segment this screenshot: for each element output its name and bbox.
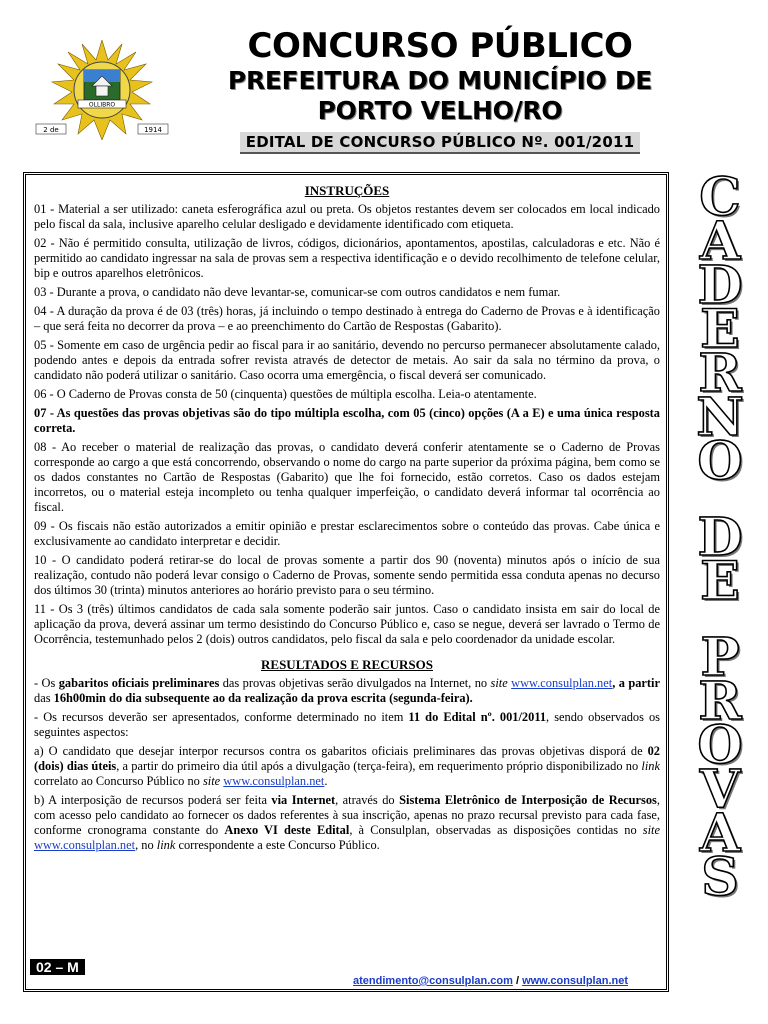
instruction-item-04: 04 - A duração da prova é de 03 (três) horas, já incluindo o tempo destinado à entrega do Caderno de Provas e à identificação – que será feita no decorrer da prova – e ao preenchimento do Cartão de Respostas (Gabarito).: [34, 304, 660, 333]
text-run: via Internet: [271, 793, 336, 807]
results-paragraph-3: [34, 744, 660, 789]
instruction-item-10: 10 - O candidato poderá retirar-se do local de provas somente a partir dos 90 (noventa) minutos após o início de sua realização, contudo não poderá levar consigo o Caderno de Provas, somente sendo permitida essa conduta apenas no decurso dos últimos 30 (trinta) minutos anteriores ao horário previsto para o seu término.: [34, 553, 660, 597]
text-run: 02 (dois) dias úteis: [34, 744, 660, 773]
vertical-letter: A: [699, 211, 741, 272]
seal-year-left: 2 de: [43, 126, 59, 134]
header: [180, 26, 700, 154]
instruction-item-11: 11 - Os 3 (três) últimos candidatos de cada sala somente poderão sair juntos. Caso o candidato insista em sair do local de aplicação da prova, deverá assinar um termo desistindo do Concurso Público e, caso se negue, deverá ser lavrado o Termo de Ocorrência, testemunhado pelos 2 (dois) outros candidatos, pelo fiscal da sala e pelo coordenador da unidade escolar.: [34, 602, 660, 646]
instruction-item-03: 03 - Durante a prova, o candidato não deve levantar-se, comunicar-se com outros candidatos e nem fumar.: [34, 285, 561, 299]
results-paragraph-2: [34, 710, 660, 740]
text-run: correlato ao Concurso Público no: [34, 774, 203, 788]
text-run: .: [324, 774, 328, 788]
vertical-letter: S: [701, 847, 739, 908]
text-run: site: [202, 774, 221, 788]
text-run: correspondente a este Concurso Público.: [175, 838, 380, 852]
instruction-item-05: 05 - Somente em caso de urgência pedir ao fiscal para ir ao sanitário, devendo no percurso permanecer absolutamente calado, podendo antes e depois da entrada sofrer revista através de detector de metais. Ao sair da sala no término da prova, o candidato não poderá utilizar o sanitário. Caso ocorra uma emergência, o fiscal deverá ser comunicado.: [34, 338, 660, 382]
instruction-item-06: 06 - O Caderno de Provas consta de 50 (cinquenta) questões de múltipla escolha. Leia-o atentamente.: [34, 387, 537, 401]
text-run: , a partir: [612, 676, 660, 690]
instruction-item-01: 01 - Material a ser utilizado: caneta esferográfica azul ou preta. Os objetos restantes devem ser colocados em local indicado pelo fiscal da sala, inclusive aparelho celular desligado e devidamente identificado com etiqueta.: [34, 202, 660, 231]
text-run: Sistema Eletrônico de Interposição de Recursos: [399, 793, 657, 807]
vertical-letter: V: [699, 759, 741, 820]
seal-year-right: 1914: [144, 126, 162, 134]
vertical-letter: P: [700, 627, 740, 688]
instructions-box: [23, 172, 669, 992]
consulplan-link[interactable]: www.consulplan.net: [511, 676, 613, 690]
instruction-item-08: 08 - Ao receber o material de realização das provas, o candidato deverá conferir atentamente se o Caderno de Provas corresponde ao cargo a que está concorrendo, observando o nome do cargo na parte superior da próxima página, bem como se os dados constantes no Cartão de Respostas (Gabarito) que lhe foi fornecido, estão corretos. Caso os dados estejam incorretos, ou o material esteja incompleto ou tenha qualquer imperfeição, o candidato deverá informar tal ocorrência ao fiscal.: [34, 440, 660, 514]
text-run: 11 do Edital nº. 001/2011: [408, 710, 547, 724]
vertical-letter: O: [697, 431, 743, 492]
page-subtitle-line1: PREFEITURA DO MUNICÍPIO DE: [227, 66, 653, 95]
text-run: , no: [135, 838, 157, 852]
vertical-letter: D: [697, 255, 743, 316]
vertical-letter: R: [698, 343, 742, 404]
consulplan-link[interactable]: www.consulplan.net: [34, 838, 136, 852]
seal-motto: OLLIBRO: [88, 101, 116, 109]
vertical-caderno-de-provas: [680, 167, 760, 908]
text-run: b) A interposição de recursos poderá ser feita: [34, 793, 272, 807]
text-run: site: [490, 676, 508, 690]
instruction-item-09: 09 - Os fiscais não estão autorizados a emitir opinião e prestar esclarecimentos sobre o conteúdo das provas. Cabe única e exclusivamente ao candidato interpretar e decidir.: [34, 519, 660, 548]
text-run: das: [34, 691, 54, 705]
results-paragraph-1: [34, 676, 660, 706]
email-link[interactable]: atendimento@consulplan.com: [353, 975, 513, 987]
text-run: , sendo observados os seguintes aspectos:: [34, 710, 660, 739]
text-run: gabaritos oficiais preliminares: [58, 676, 220, 690]
text-run: , com acesso pelo candidato ao fornecer os dados referentes à sua inscrição, apenas no prazo recursal previsto para cada fase, conforme cronograma constante do: [34, 793, 660, 837]
text-run: - Os: [34, 676, 59, 690]
vertical-letter: A: [699, 803, 741, 864]
booklet-code: 02 – M: [30, 959, 85, 975]
instructions-title: INSTRUÇÕES: [304, 183, 390, 198]
edital-label: EDITAL DE CONCURSO PÚBLICO Nº. 001/2011: [240, 132, 640, 154]
instructions-content: [34, 181, 660, 857]
text-run: link: [156, 838, 176, 852]
vertical-letter: O: [697, 715, 743, 776]
vertical-letter: E: [700, 299, 740, 360]
text-run: das provas objetivas serão divulgados na Internet, no: [219, 676, 491, 690]
vertical-letter: C: [699, 167, 741, 228]
text-run: , a partir do primeiro dia útil após a divulgação (terça-feira), em requerimento próprio disponibilizado no: [116, 759, 642, 773]
instruction-item-02: 02 - Não é permitido consulta, utilização de livros, códigos, dicionários, apontamentos, apostilas, calculadoras e etc. Não é permitido ao candidato ingressar na sala de provas sem a respectiva identificação e o devido recolhimento de telefone celular, bip e outros aparelhos eletrônicos.: [34, 236, 660, 280]
consulplan-link[interactable]: www.consulplan.net: [223, 774, 325, 788]
vertical-letter: N: [696, 387, 744, 448]
results-title: RESULTADOS E RECURSOS: [261, 657, 433, 672]
text-run: , através do: [335, 793, 400, 807]
instruction-item-07: 07 - As questões das provas objetivas são do tipo múltipla escolha, com 05 (cinco) opções (A a E) e uma única resposta correta.: [34, 406, 660, 435]
text-run: site: [642, 823, 660, 837]
site-link[interactable]: www.consulplan.net: [522, 975, 628, 987]
text-run: Anexo VI deste Edital: [224, 823, 350, 837]
text-run: link: [641, 759, 660, 773]
page-subtitle-line2: PORTO VELHO/RO: [317, 96, 563, 125]
page-title: CONCURSO PÚBLICO: [247, 26, 633, 66]
text-run: - Os recursos deverão ser apresentados, conforme determinado no item: [34, 710, 409, 724]
text-run: 16h00min do dia subsequente ao da realização da prova escrita (segunda-feira).: [53, 691, 473, 705]
text-run: a) O candidato que desejar interpor recursos contra os gabaritos oficiais preliminares das provas objetivas disporá de: [34, 744, 648, 758]
text-run: , à Consulplan, observadas as disposições contidas no: [349, 823, 643, 837]
vertical-letter: E: [700, 551, 740, 612]
footer-contact: [353, 975, 628, 987]
vertical-letter: R: [698, 671, 742, 732]
results-paragraph-4: [34, 793, 660, 853]
vertical-letter: D: [697, 507, 743, 568]
footer-separator: /: [512, 975, 523, 987]
municipal-seal: [34, 40, 170, 140]
